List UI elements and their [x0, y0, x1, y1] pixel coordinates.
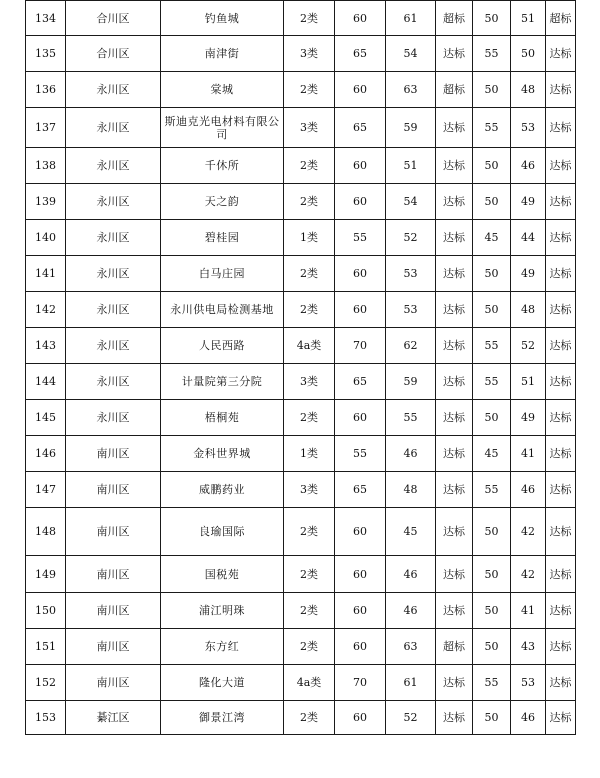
day-value-cell: 51: [386, 148, 436, 184]
table-row: [26, 148, 576, 184]
district-cell: 永川区: [66, 256, 161, 292]
site-name-cell: 隆化大道: [161, 665, 284, 701]
night-result-cell: 达标: [546, 364, 576, 400]
row-number: 150: [26, 593, 66, 629]
district-cell: 南川区: [66, 593, 161, 629]
night-value-cell: 53: [511, 108, 546, 148]
zone-category-cell: 2类: [284, 556, 335, 593]
night-limit-cell: 45: [473, 220, 511, 256]
day-limit-cell: 65: [335, 108, 386, 148]
day-limit-cell: 70: [335, 665, 386, 701]
district-cell: 永川区: [66, 400, 161, 436]
district-cell: 永川区: [66, 364, 161, 400]
day-result-cell: 达标: [436, 665, 473, 701]
night-result-cell: 达标: [546, 629, 576, 665]
row-number: 148: [26, 508, 66, 556]
night-result-cell: 达标: [546, 72, 576, 108]
district-cell: 合川区: [66, 36, 161, 72]
night-value-cell: 49: [511, 256, 546, 292]
site-name-cell: 计量院第三分院: [161, 364, 284, 400]
night-limit-cell: 50: [473, 184, 511, 220]
district-cell: 永川区: [66, 72, 161, 108]
day-value-cell: 48: [386, 472, 436, 508]
day-value-cell: 52: [386, 701, 436, 735]
night-result-cell: 达标: [546, 256, 576, 292]
table-row: [26, 556, 576, 593]
zone-category-cell: 2类: [284, 593, 335, 629]
site-name-cell: 浦江明珠: [161, 593, 284, 629]
day-result-cell: 达标: [436, 36, 473, 72]
table-row: [26, 472, 576, 508]
table-row: [26, 72, 576, 108]
district-cell: 南川区: [66, 629, 161, 665]
day-limit-cell: 65: [335, 472, 386, 508]
night-result-cell: 达标: [546, 472, 576, 508]
day-value-cell: 59: [386, 108, 436, 148]
night-result-cell: 达标: [546, 36, 576, 72]
site-name-cell: 梧桐苑: [161, 400, 284, 436]
night-value-cell: 41: [511, 593, 546, 629]
row-number: 140: [26, 220, 66, 256]
district-cell: 永川区: [66, 328, 161, 364]
day-result-cell: 达标: [436, 436, 473, 472]
site-name-cell: 永川供电局检测基地: [161, 292, 284, 328]
row-number: 144: [26, 364, 66, 400]
night-limit-cell: 55: [473, 665, 511, 701]
site-name-cell: 碧桂园: [161, 220, 284, 256]
zone-category-cell: 2类: [284, 508, 335, 556]
night-result-cell: 达标: [546, 184, 576, 220]
table-row: [26, 220, 576, 256]
day-limit-cell: 60: [335, 148, 386, 184]
day-value-cell: 55: [386, 400, 436, 436]
row-number: 138: [26, 148, 66, 184]
night-limit-cell: 55: [473, 364, 511, 400]
zone-category-cell: 2类: [284, 256, 335, 292]
zone-category-cell: 2类: [284, 148, 335, 184]
zone-category-cell: 1类: [284, 436, 335, 472]
night-limit-cell: 50: [473, 400, 511, 436]
day-limit-cell: 60: [335, 629, 386, 665]
table-row: [26, 36, 576, 72]
row-number: 149: [26, 556, 66, 593]
row-number: 145: [26, 400, 66, 436]
night-value-cell: 49: [511, 400, 546, 436]
night-value-cell: 50: [511, 36, 546, 72]
table-row: [26, 108, 576, 148]
row-number: 134: [26, 1, 66, 36]
day-result-cell: 达标: [436, 701, 473, 735]
night-result-cell: 达标: [546, 400, 576, 436]
row-number: 151: [26, 629, 66, 665]
day-limit-cell: 60: [335, 72, 386, 108]
night-limit-cell: 50: [473, 256, 511, 292]
district-cell: 永川区: [66, 220, 161, 256]
night-result-cell: 达标: [546, 328, 576, 364]
day-value-cell: 52: [386, 220, 436, 256]
day-result-cell: 达标: [436, 364, 473, 400]
zone-category-cell: 2类: [284, 400, 335, 436]
night-value-cell: 49: [511, 184, 546, 220]
day-result-cell: 达标: [436, 556, 473, 593]
zone-category-cell: 3类: [284, 472, 335, 508]
day-result-cell: 达标: [436, 220, 473, 256]
night-limit-cell: 50: [473, 148, 511, 184]
district-cell: 合川区: [66, 1, 161, 36]
day-limit-cell: 55: [335, 220, 386, 256]
night-result-cell: 达标: [546, 436, 576, 472]
district-cell: 南川区: [66, 508, 161, 556]
night-limit-cell: 50: [473, 72, 511, 108]
night-limit-cell: 50: [473, 701, 511, 735]
night-limit-cell: 45: [473, 436, 511, 472]
zone-category-cell: 1类: [284, 220, 335, 256]
night-value-cell: 41: [511, 436, 546, 472]
site-name-cell: 钓鱼城: [161, 1, 284, 36]
zone-category-cell: 4a类: [284, 328, 335, 364]
night-result-cell: 达标: [546, 701, 576, 735]
night-result-cell: 达标: [546, 292, 576, 328]
day-value-cell: 53: [386, 292, 436, 328]
night-limit-cell: 50: [473, 629, 511, 665]
table-row: [26, 292, 576, 328]
row-number: 153: [26, 701, 66, 735]
night-value-cell: 53: [511, 665, 546, 701]
night-limit-cell: 55: [473, 328, 511, 364]
night-result-cell: 达标: [546, 148, 576, 184]
night-value-cell: 48: [511, 72, 546, 108]
day-value-cell: 54: [386, 36, 436, 72]
row-number: 146: [26, 436, 66, 472]
day-limit-cell: 60: [335, 400, 386, 436]
night-value-cell: 51: [511, 364, 546, 400]
district-cell: 南川区: [66, 665, 161, 701]
day-result-cell: 达标: [436, 148, 473, 184]
day-limit-cell: 60: [335, 556, 386, 593]
day-limit-cell: 60: [335, 184, 386, 220]
night-result-cell: 超标: [546, 1, 576, 36]
site-name-cell: 人民西路: [161, 328, 284, 364]
row-number: 152: [26, 665, 66, 701]
day-result-cell: 达标: [436, 508, 473, 556]
table-row: [26, 256, 576, 292]
night-value-cell: 44: [511, 220, 546, 256]
zone-category-cell: 2类: [284, 701, 335, 735]
night-limit-cell: 55: [473, 36, 511, 72]
table-row: [26, 701, 576, 735]
zone-category-cell: 4a类: [284, 665, 335, 701]
table-row: [26, 593, 576, 629]
night-limit-cell: 50: [473, 593, 511, 629]
night-value-cell: 43: [511, 629, 546, 665]
site-name-cell: 金科世界城: [161, 436, 284, 472]
zone-category-cell: 2类: [284, 292, 335, 328]
day-limit-cell: 60: [335, 593, 386, 629]
day-result-cell: 达标: [436, 328, 473, 364]
day-result-cell: 超标: [436, 629, 473, 665]
night-result-cell: 达标: [546, 593, 576, 629]
night-value-cell: 46: [511, 148, 546, 184]
row-number: 143: [26, 328, 66, 364]
night-value-cell: 52: [511, 328, 546, 364]
district-cell: 永川区: [66, 184, 161, 220]
site-name-cell: 国税苑: [161, 556, 284, 593]
day-limit-cell: 60: [335, 508, 386, 556]
day-value-cell: 54: [386, 184, 436, 220]
night-limit-cell: 55: [473, 108, 511, 148]
day-value-cell: 46: [386, 436, 436, 472]
night-value-cell: 42: [511, 556, 546, 593]
day-limit-cell: 55: [335, 436, 386, 472]
day-value-cell: 61: [386, 665, 436, 701]
site-name-cell: 东方红: [161, 629, 284, 665]
district-cell: 綦江区: [66, 701, 161, 735]
zone-category-cell: 3类: [284, 364, 335, 400]
day-result-cell: 超标: [436, 1, 473, 36]
site-name-cell: 御景江湾: [161, 701, 284, 735]
site-name-cell: 天之韵: [161, 184, 284, 220]
row-number: 135: [26, 36, 66, 72]
night-value-cell: 46: [511, 701, 546, 735]
document-page: [25, 0, 575, 735]
district-cell: 南川区: [66, 556, 161, 593]
day-result-cell: 超标: [436, 72, 473, 108]
row-number: 142: [26, 292, 66, 328]
night-value-cell: 51: [511, 1, 546, 36]
site-name-cell: 棠城: [161, 72, 284, 108]
district-cell: 永川区: [66, 292, 161, 328]
table-row: [26, 508, 576, 556]
table-row: [26, 665, 576, 701]
night-result-cell: 达标: [546, 220, 576, 256]
day-value-cell: 46: [386, 593, 436, 629]
noise-monitoring-table: [25, 0, 576, 735]
night-limit-cell: 50: [473, 508, 511, 556]
night-limit-cell: 50: [473, 556, 511, 593]
day-limit-cell: 65: [335, 36, 386, 72]
site-name-cell: 白马庄园: [161, 256, 284, 292]
district-cell: 南川区: [66, 472, 161, 508]
row-number: 147: [26, 472, 66, 508]
day-value-cell: 63: [386, 629, 436, 665]
night-value-cell: 42: [511, 508, 546, 556]
row-number: 139: [26, 184, 66, 220]
day-result-cell: 达标: [436, 256, 473, 292]
day-value-cell: 62: [386, 328, 436, 364]
day-limit-cell: 60: [335, 292, 386, 328]
day-result-cell: 达标: [436, 400, 473, 436]
day-limit-cell: 60: [335, 701, 386, 735]
site-name-cell: 威鹏药业: [161, 472, 284, 508]
table-row: [26, 436, 576, 472]
district-cell: 永川区: [66, 108, 161, 148]
zone-category-cell: 2类: [284, 184, 335, 220]
night-limit-cell: 50: [473, 1, 511, 36]
day-limit-cell: 60: [335, 256, 386, 292]
night-limit-cell: 50: [473, 292, 511, 328]
row-number: 137: [26, 108, 66, 148]
table-row: [26, 629, 576, 665]
day-limit-cell: 60: [335, 1, 386, 36]
night-result-cell: 达标: [546, 508, 576, 556]
night-result-cell: 达标: [546, 108, 576, 148]
table-row: [26, 1, 576, 36]
day-limit-cell: 70: [335, 328, 386, 364]
site-name-cell: 南津街: [161, 36, 284, 72]
table-row: [26, 184, 576, 220]
day-result-cell: 达标: [436, 108, 473, 148]
district-cell: 南川区: [66, 436, 161, 472]
row-number: 141: [26, 256, 66, 292]
site-name-cell: 斯迪克光电材料有限公司: [161, 108, 284, 148]
night-value-cell: 46: [511, 472, 546, 508]
site-name-cell: 千休所: [161, 148, 284, 184]
day-result-cell: 达标: [436, 292, 473, 328]
day-value-cell: 45: [386, 508, 436, 556]
zone-category-cell: 3类: [284, 108, 335, 148]
district-cell: 永川区: [66, 148, 161, 184]
day-value-cell: 46: [386, 556, 436, 593]
day-value-cell: 61: [386, 1, 436, 36]
day-limit-cell: 65: [335, 364, 386, 400]
night-result-cell: 达标: [546, 665, 576, 701]
day-value-cell: 63: [386, 72, 436, 108]
row-number: 136: [26, 72, 66, 108]
zone-category-cell: 2类: [284, 72, 335, 108]
day-value-cell: 59: [386, 364, 436, 400]
day-result-cell: 达标: [436, 472, 473, 508]
zone-category-cell: 2类: [284, 1, 335, 36]
day-result-cell: 达标: [436, 184, 473, 220]
day-value-cell: 53: [386, 256, 436, 292]
day-result-cell: 达标: [436, 593, 473, 629]
table-row: [26, 328, 576, 364]
table-row: [26, 364, 576, 400]
night-result-cell: 达标: [546, 556, 576, 593]
night-value-cell: 48: [511, 292, 546, 328]
night-limit-cell: 55: [473, 472, 511, 508]
zone-category-cell: 2类: [284, 629, 335, 665]
table-row: [26, 400, 576, 436]
site-name-cell: 良瑜国际: [161, 508, 284, 556]
zone-category-cell: 3类: [284, 36, 335, 72]
